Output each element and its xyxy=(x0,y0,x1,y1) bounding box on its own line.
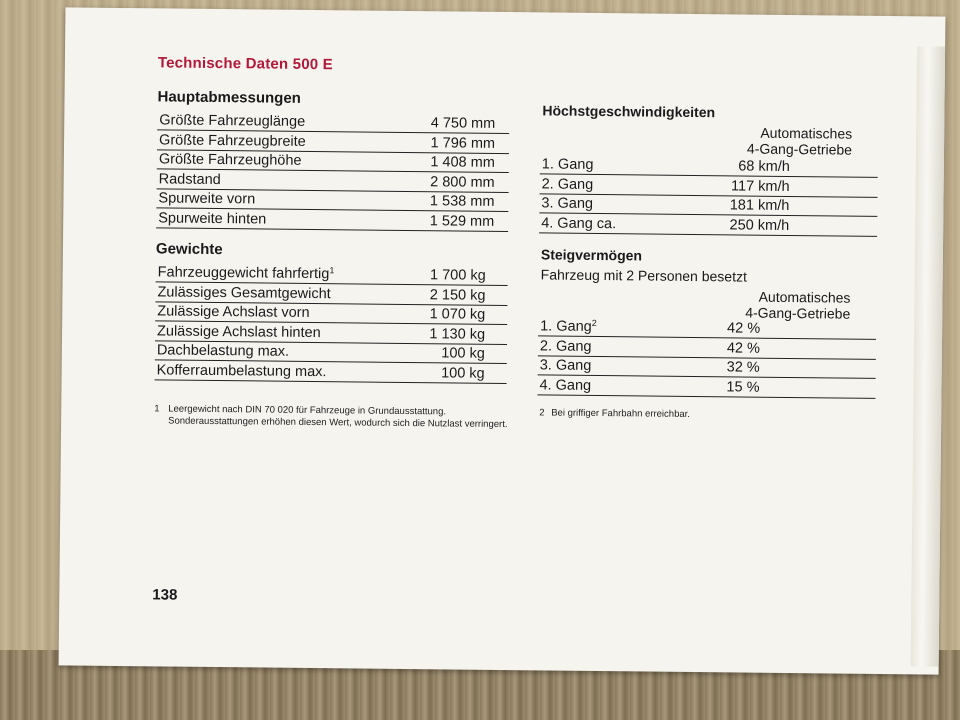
climbing-heading: Steigvermögen xyxy=(540,246,643,264)
climbing-row-label xyxy=(539,377,591,394)
speed-row-label-text: 3. Gang xyxy=(541,195,594,212)
dimension-row-value: 1 408 mm xyxy=(430,154,495,171)
top-speeds-column-header xyxy=(684,124,852,158)
weight-row-label-text: Zulässige Achslast vorn xyxy=(157,303,310,321)
climbing-row-value: 42 % xyxy=(726,320,761,337)
climbing-row-value: 42 % xyxy=(726,339,761,357)
footnote-marker: 1 xyxy=(329,265,335,276)
weight-row-label-text: Zulässige Achslast hinten xyxy=(157,322,321,341)
climbing-column-header xyxy=(682,288,850,322)
footnote-1-text: Leergewicht nach DIN 70 020 für Fahrzeuge in Grundausstattung. Sonderausstattungen erhöhen diesen Wert, wodurch sich die Nutzlast verringert. xyxy=(168,403,508,431)
climbing-row-label-text: 3. Gang xyxy=(539,357,592,374)
speed-row-label xyxy=(542,156,594,173)
climbing-row-value: 32 % xyxy=(726,359,760,376)
speed-row-label-text: 4. Gang ca. xyxy=(541,214,617,232)
speed-row-label xyxy=(541,195,593,212)
climbing-row-value: 15 % xyxy=(726,378,760,396)
dimension-row-label xyxy=(158,210,266,227)
speed-row xyxy=(539,213,877,237)
top-speeds-heading: Höchstgeschwindigkeiten xyxy=(542,102,716,121)
footnote-2-number: 2 xyxy=(539,407,545,419)
weight-row-value: 100 kg xyxy=(441,364,485,382)
climbing-col-line1: Automatisches xyxy=(758,288,851,306)
dimension-row-label-text: Größte Fahrzeugbreite xyxy=(159,131,306,150)
dimension-row-label xyxy=(159,151,302,168)
dimension-row-label xyxy=(158,190,255,207)
dimension-row-label xyxy=(159,112,305,130)
dimension-row xyxy=(156,208,508,232)
dimension-row-label-text: Spurweite vorn xyxy=(158,190,256,208)
footnote-1 xyxy=(154,403,509,431)
weight-row-label xyxy=(158,264,335,282)
weight-row-label-text: Fahrzeuggewicht fahrfertig xyxy=(157,264,330,283)
speed-row-label xyxy=(541,215,616,232)
climbing-col-line2: 4-Gang-Getriebe xyxy=(745,304,851,322)
weights-heading: Gewichte xyxy=(155,240,223,259)
dimension-row-label-text: Größte Fahrzeughöhe xyxy=(158,151,302,169)
main-dimensions-heading: Hauptabmessungen xyxy=(157,88,301,107)
page-number: 138 xyxy=(152,586,178,604)
weight-row-label xyxy=(157,362,327,380)
dimension-row-value: 1 538 mm xyxy=(429,193,495,210)
speed-row-label xyxy=(542,176,594,193)
weight-row-value: 1 070 kg xyxy=(429,306,486,323)
speed-row-label-text: 1. Gang xyxy=(541,156,594,173)
dimension-row-label-text: Spurweite hinten xyxy=(158,209,267,228)
speed-row-value: 250 km/h xyxy=(729,216,790,234)
climbing-row-label-text: 2. Gang xyxy=(539,337,592,355)
weight-row-label-text: Kofferraumbelastung max. xyxy=(156,361,327,380)
dimension-row-value: 4 750 mm xyxy=(430,115,496,132)
footnote-marker: 2 xyxy=(591,317,597,328)
dimension-row-value: 2 800 mm xyxy=(430,173,495,191)
dimension-row-label xyxy=(159,171,221,188)
page-title: Technische Daten 500 E xyxy=(157,54,334,74)
weight-row-label xyxy=(157,284,330,302)
speed-row-label-text: 2. Gang xyxy=(541,175,594,193)
speed-row-value: 68 km/h xyxy=(738,158,790,176)
manual-page xyxy=(59,7,946,674)
footnote-2-text: Bei griffiger Fahrbahn erreichbar. xyxy=(551,407,691,420)
footnote-1-number: 1 xyxy=(154,403,160,415)
weight-row-value: 1 700 kg xyxy=(429,267,486,284)
weight-row-value: 2 150 kg xyxy=(429,286,486,304)
weight-row-label xyxy=(157,342,289,359)
climbing-row-label xyxy=(540,318,597,335)
weight-row-value: 1 130 kg xyxy=(429,325,486,343)
climbing-row-label-text: 4. Gang xyxy=(539,376,592,394)
climbing-row-label xyxy=(540,357,592,374)
weight-row-label xyxy=(157,323,321,341)
weight-row-label xyxy=(157,303,309,321)
dimension-row-label xyxy=(159,132,306,150)
top-speeds-col-line1: Automatisches xyxy=(760,124,853,142)
page-edge xyxy=(911,46,945,666)
speed-row-value: 181 km/h xyxy=(729,197,790,215)
dimension-row-label-text: Größte Fahrzeuglänge xyxy=(159,112,306,130)
weight-row-label-text: Dachbelastung max. xyxy=(156,342,290,360)
weight-row xyxy=(155,360,507,384)
dimension-row-value: 1 529 mm xyxy=(429,212,495,230)
dimension-row-value: 1 796 mm xyxy=(430,134,496,152)
weight-row-value: 100 kg xyxy=(441,345,485,362)
weight-row-label-text: Zulässiges Gesamtgewicht xyxy=(157,283,331,302)
top-speeds-col-line2: 4-Gang-Getriebe xyxy=(746,140,853,158)
climbing-row-label-text: 1. Gang xyxy=(540,318,592,335)
footnote-2 xyxy=(539,407,839,422)
dimension-row-label-text: Radstand xyxy=(158,170,221,188)
climbing-row-label xyxy=(540,338,592,355)
climbing-subtitle: Fahrzeug mit 2 Personen besetzt xyxy=(540,266,748,285)
climbing-row xyxy=(537,375,875,399)
speed-row-value: 117 km/h xyxy=(730,177,790,195)
